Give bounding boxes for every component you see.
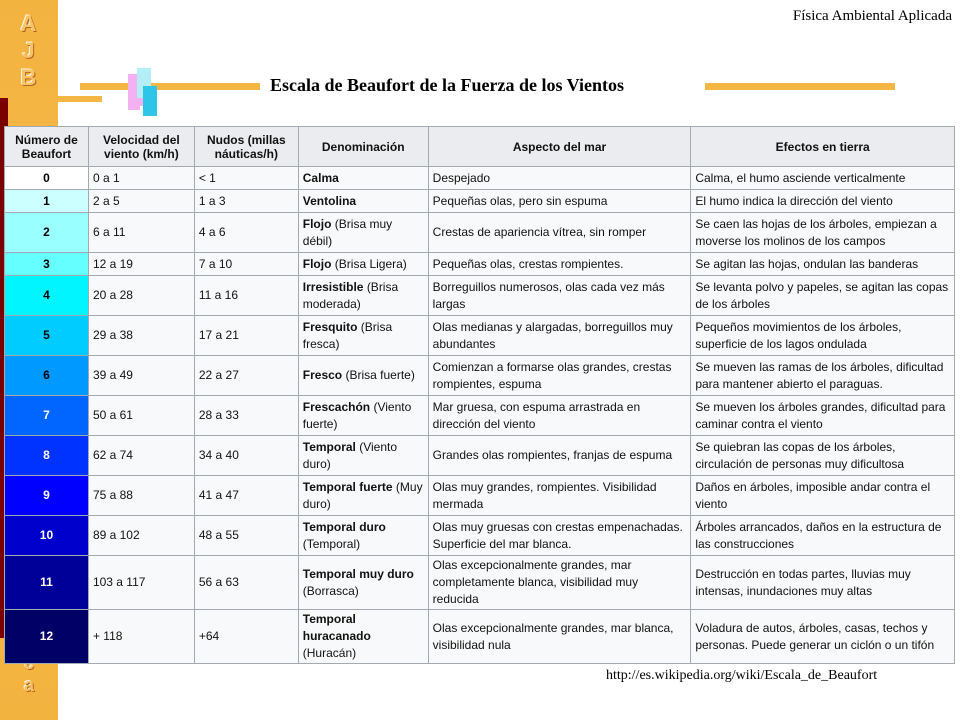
denomination-name: Ventolina xyxy=(302,193,357,208)
beaufort-number-cell: 6 xyxy=(5,356,89,396)
denomination-name: Temporal xyxy=(302,439,356,454)
denomination-name: Flojo xyxy=(302,216,332,231)
wind-speed-cell: 12 a 19 xyxy=(88,253,194,276)
table-row xyxy=(5,276,955,316)
table-row xyxy=(5,356,955,396)
sidebar-letter: B xyxy=(20,65,38,90)
sidebar-letters xyxy=(0,10,58,91)
decorative-bar xyxy=(705,83,895,90)
denomination-name: Calma xyxy=(302,170,339,185)
land-effects-cell: Se caen las hojas de los árboles, empiezan a moverse los molinos de los campos xyxy=(691,213,955,253)
table-row xyxy=(5,316,955,356)
beaufort-number-cell: 2 xyxy=(5,213,89,253)
sea-aspect-cell: Mar gruesa, con espuma arrastrada en dirección del viento xyxy=(428,396,691,436)
denomination-cell xyxy=(298,190,428,213)
denomination-name: Temporal duro xyxy=(302,519,386,534)
sidebar-letter: J xyxy=(22,38,36,63)
land-effects-cell: Se mueven las ramas de los árboles, dificultad para mantener abierto el paraguas. xyxy=(691,356,955,396)
sea-aspect-cell: Olas medianas y alargadas, borreguillos muy abundantes xyxy=(428,316,691,356)
denomination-alt: (Borrasca) xyxy=(302,583,359,598)
land-effects-cell: Calma, el humo asciende verticalmente xyxy=(691,167,955,190)
beaufort-number-cell: 8 xyxy=(5,436,89,476)
denomination-name: Flojo xyxy=(302,256,332,271)
table-row xyxy=(5,396,955,436)
denomination-alt: (Brisa fresca) xyxy=(302,319,393,351)
page-title: Escala de Beaufort de la Fuerza de los Vientos xyxy=(270,75,624,95)
sea-aspect-cell: Pequeñas olas, pero sin espuma xyxy=(428,190,691,213)
denomination-name: Temporal muy duro xyxy=(302,566,414,581)
denomination-name: Fresco xyxy=(302,368,343,382)
denomination-name: Fresquito xyxy=(302,319,358,334)
denomination-alt: (Temporal) xyxy=(302,536,361,551)
wind-speed-cell: 62 a 74 xyxy=(88,436,194,476)
denomination-cell xyxy=(298,436,428,476)
beaufort-number-cell: 12 xyxy=(5,610,89,664)
beaufort-number-cell: 11 xyxy=(5,556,89,610)
beaufort-number-cell: 9 xyxy=(5,476,89,516)
denomination-alt: (Brisa muy débil) xyxy=(302,216,393,248)
denomination-alt: (Muy duro) xyxy=(302,479,423,511)
beaufort-number-cell: 4 xyxy=(5,276,89,316)
table-body xyxy=(5,167,955,664)
land-effects-cell: Pequeños movimientos de los árboles, superficie de los lagos ondulada xyxy=(691,316,955,356)
header-knots: Nudos (millas náuticas/h) xyxy=(194,127,298,167)
denomination-name: Frescachón xyxy=(302,399,371,414)
wind-speed-cell: 75 a 88 xyxy=(88,476,194,516)
course-title: Física Ambiental Aplicada xyxy=(792,8,952,24)
header-denomination: Denominación xyxy=(298,127,428,167)
header-sea-aspect: Aspecto del mar xyxy=(428,127,691,167)
wind-speed-cell: 20 a 28 xyxy=(88,276,194,316)
knots-cell: 48 a 55 xyxy=(194,516,298,556)
sea-aspect-cell: Olas muy grandes, rompientes. Visibilidad mermada xyxy=(428,476,691,516)
sea-aspect-cell: Despejado xyxy=(428,167,691,190)
wind-speed-cell: + 118 xyxy=(88,610,194,664)
sea-aspect-cell: Olas excepcionalmente grandes, mar blanca, visibilidad nula xyxy=(428,610,691,664)
land-effects-cell: Destrucción en todas partes, lluvias muy intensas, inundaciones muy altas xyxy=(691,556,955,610)
knots-cell: 28 a 33 xyxy=(194,396,298,436)
knots-cell: 4 a 6 xyxy=(194,213,298,253)
denomination-alt: (Viento duro) xyxy=(302,439,398,471)
land-effects-cell: Se levanta polvo y papeles, se agitan las copas de los árboles xyxy=(691,276,955,316)
header-beaufort-number: Número de Beaufort xyxy=(5,127,89,167)
denomination-cell xyxy=(298,276,428,316)
wind-speed-cell: 6 a 11 xyxy=(88,213,194,253)
beaufort-number-cell: 10 xyxy=(5,516,89,556)
knots-cell: 34 a 40 xyxy=(194,436,298,476)
denomination-cell xyxy=(298,516,428,556)
wind-speed-cell: 0 a 1 xyxy=(88,167,194,190)
beaufort-number-cell: 3 xyxy=(5,253,89,276)
denomination-cell xyxy=(298,356,428,396)
beaufort-number-cell: 5 xyxy=(5,316,89,356)
beaufort-number-cell: 7 xyxy=(5,396,89,436)
denomination-cell xyxy=(298,213,428,253)
sea-aspect-cell: Olas muy gruesas con crestas empenachadas. Superficie del mar blanca. xyxy=(428,516,691,556)
land-effects-cell: Se agitan las hojas, ondulan las banderas xyxy=(691,253,955,276)
table-row xyxy=(5,516,955,556)
wind-speed-cell: 50 a 61 xyxy=(88,396,194,436)
land-effects-cell: Se mueven los árboles grandes, dificultad para caminar contra el viento xyxy=(691,396,955,436)
sidebar-letter: a xyxy=(23,675,34,695)
table-row xyxy=(5,436,955,476)
sea-aspect-cell: Pequeñas olas, crestas rompientes. xyxy=(428,253,691,276)
knots-cell: 41 a 47 xyxy=(194,476,298,516)
sidebar-letter: A xyxy=(20,11,38,36)
denomination-cell xyxy=(298,476,428,516)
header-wind-speed: Velocidad del viento (km/h) xyxy=(88,127,194,167)
knots-cell: 7 a 10 xyxy=(194,253,298,276)
knots-cell: 22 a 27 xyxy=(194,356,298,396)
denomination-cell xyxy=(298,316,428,356)
header-land-effects: Efectos en tierra xyxy=(691,127,955,167)
wind-speed-cell: 39 a 49 xyxy=(88,356,194,396)
wind-speed-cell: 29 a 38 xyxy=(88,316,194,356)
table-row xyxy=(5,476,955,516)
land-effects-cell: Árboles arrancados, daños en la estructura de las construcciones xyxy=(691,516,955,556)
decorative-square xyxy=(143,86,157,116)
beaufort-number-cell: 1 xyxy=(5,190,89,213)
denomination-alt: (Brisa Ligera) xyxy=(334,256,407,271)
table-header-row xyxy=(5,127,955,167)
knots-cell: 56 a 63 xyxy=(194,556,298,610)
decorative-bar xyxy=(80,83,260,90)
denomination-cell xyxy=(298,610,428,664)
land-effects-cell: Daños en árboles, imposible andar contra el viento xyxy=(691,476,955,516)
source-link[interactable]: http://es.wikipedia.org/wiki/Escala_de_Beaufort xyxy=(606,668,878,683)
table-row xyxy=(5,190,955,213)
land-effects-cell: El humo indica la dirección del viento xyxy=(691,190,955,213)
beaufort-table xyxy=(4,126,955,664)
sea-aspect-cell: Crestas de apariencia vítrea, sin romper xyxy=(428,213,691,253)
knots-cell: 1 a 3 xyxy=(194,190,298,213)
denomination-alt: (Viento fuerte) xyxy=(302,399,412,431)
decorative-bar xyxy=(58,96,102,102)
knots-cell: +64 xyxy=(194,610,298,664)
denomination-cell xyxy=(298,556,428,610)
sea-aspect-cell: Olas excepcionalmente grandes, mar completamente blanca, visibilidad muy reducida xyxy=(428,556,691,610)
denomination-cell xyxy=(298,396,428,436)
table-row xyxy=(5,213,955,253)
denomination-alt: (Brisa fuerte) xyxy=(345,368,415,382)
wind-speed-cell: 89 a 102 xyxy=(88,516,194,556)
sea-aspect-cell: Borreguillos numerosos, olas cada vez más largas xyxy=(428,276,691,316)
land-effects-cell: Se quiebran las copas de los árboles, circulación de personas muy dificultosa xyxy=(691,436,955,476)
denomination-cell xyxy=(298,253,428,276)
denomination-name: Temporal fuerte xyxy=(302,479,393,494)
knots-cell: 17 a 21 xyxy=(194,316,298,356)
table-row xyxy=(5,167,955,190)
denomination-name: Temporal huracanado xyxy=(302,612,371,643)
wind-speed-cell: 2 a 5 xyxy=(88,190,194,213)
table-row xyxy=(5,610,955,664)
land-effects-cell: Voladura de autos, árboles, casas, techos y personas. Puede generar un ciclón o un tifón xyxy=(691,610,955,664)
knots-cell: < 1 xyxy=(194,167,298,190)
denomination-name: Irresistible xyxy=(302,279,364,294)
denomination-alt: (Huracán) xyxy=(302,646,357,660)
table-row xyxy=(5,556,955,610)
denomination-alt: (Brisa moderada) xyxy=(302,279,399,311)
beaufort-number-cell: 0 xyxy=(5,167,89,190)
sea-aspect-cell: Grandes olas rompientes, franjas de espuma xyxy=(428,436,691,476)
table-row xyxy=(5,253,955,276)
wind-speed-cell: 103 a 117 xyxy=(88,556,194,610)
denomination-cell xyxy=(298,167,428,190)
knots-cell: 11 a 16 xyxy=(194,276,298,316)
sea-aspect-cell: Comienzan a formarse olas grandes, crestas rompientes, espuma xyxy=(428,356,691,396)
